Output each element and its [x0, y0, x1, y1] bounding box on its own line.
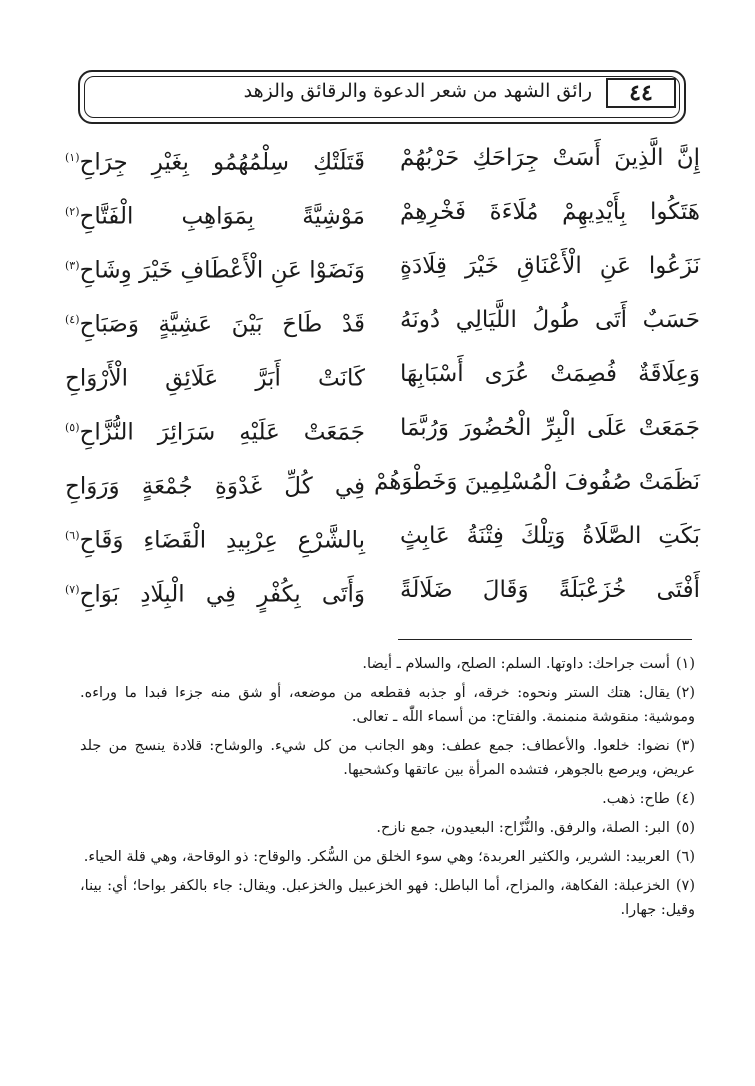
verse [60, 302, 700, 352]
footnote-text: نضوا: خلعوا. والأعطاف: جمع عطف: وهو الجانب من كل شيء. والوشاح: قلادة ينسج من جلد عريض، ويرصع بالجوهر، فتشده المرأة بين عاتقها وكشحيها. [80, 738, 695, 778]
footnote-marker: (٣) [65, 259, 80, 272]
footnote [80, 734, 695, 782]
verse-first-hemistich: وَعِلَاقَةٌ فُصِمَتْ عُرَى أَسْبَابِهَا [400, 361, 700, 387]
footnote [80, 845, 695, 869]
verse [60, 410, 700, 460]
footnote-marker: (٢) [65, 205, 80, 218]
verse-first-hemistich: جَمَعَتْ عَلَى الْبِرِّ الْحُضُورَ وَرُبَّمَا [400, 415, 700, 441]
page-number: ٤٤ [606, 78, 676, 108]
footnote [80, 681, 695, 729]
footnote-marker: (٦) [65, 529, 80, 542]
verse [60, 194, 700, 244]
verse-second-hemistich: وَأَتَى بِكُفْرٍ فِي الْبِلَادِ بَوَاحِ$^{(٧)}$ [65, 581, 365, 608]
poem [60, 140, 700, 608]
verse [60, 140, 700, 190]
running-header [78, 70, 686, 124]
footnote-text: البر: الصلة، والرفق. والنُّزّاح: البعيدون، جمع نازح. [376, 820, 670, 836]
footnote-number: (٢) [675, 685, 695, 701]
verse-second-hemistich: قَتَلَتْكِ سِلْمُهُمُو بِغَيْرِ جِرَاحِ$^{(١)}$ [65, 149, 365, 176]
footnote-number: (٧) [675, 878, 695, 894]
footnote-number: (٣) [675, 738, 695, 754]
footnotes [80, 652, 695, 927]
footnote-marker: (٤) [65, 313, 80, 326]
verse-first-hemistich: حَسَبٌ أَتَى طُولُ اللَّيَالِي دُونَهُ [400, 307, 700, 333]
verse-first-hemistich: نَزَعُوا عَنِ الْأَعْنَاقِ خَيْرَ قِلَادَةٍ [400, 253, 700, 279]
verse-second-hemistich: مَوْشِيَّةً بِمَوَاهِبِ الْفَتَّاحِ$^{(٢)}$ [65, 203, 365, 230]
footnote-marker: (٥) [65, 421, 80, 434]
verse-second-hemistich: فِي كُلِّ غَدْوَةِ جُمْعَةٍ وَرَوَاحِ [65, 473, 365, 500]
footnote-number: (١) [675, 656, 695, 672]
footnote-marker: (٧) [65, 583, 80, 596]
verse [60, 464, 700, 514]
footnote [80, 874, 695, 922]
footnote-separator [398, 639, 692, 640]
verse-first-hemistich: نَظَمَتْ صُفُوفَ الْمُسْلِمِينَ وَخَطْوَهُمْ [373, 469, 700, 495]
footnote-text: يقال: هتك الستر ونحوه: خرقه، أو جذبه فقطعه من موضعه، أو شق منه جزءا فبدا ما وراءه. وموشية: منقوشة منمنمة. والفتاح: من أسماء اللّٰه ـ تعالى. [80, 685, 695, 725]
footnote-number: (٤) [675, 791, 695, 807]
footnote-text: الخزعبلة: الفكاهة، والمزاح، أما الباطل: فهو الخزعبيل والخزعبل. ويقال: جاء بالكفر بواحا؛ أي: بينا، وقيل: جهارا. [80, 878, 695, 918]
verse-second-hemistich: كَانَتْ أَبَرَّ عَلَائِقِ الْأَرْوَاحِ [65, 365, 365, 392]
footnote-text: أست جراحك: داوتها. السلم: الصلح، والسلام ـ أيضا. [362, 656, 670, 672]
verse-first-hemistich: بَكَتِ الصَّلَاةُ وَتِلْكَ فِتْنَةُ عَابِثٍ [400, 523, 700, 549]
footnote-text: طاح: ذهب. [602, 791, 670, 807]
footnote-text: العربيد: الشرير، والكثير العربدة؛ وهي سوء الخلق من السُّكر. والوقاح: ذو الوقاحة، وهي قلة الحياء. [83, 849, 670, 865]
footnote-marker: (١) [65, 151, 80, 164]
verse-first-hemistich: هَتَكُوا بِأَيْدِيهِمْ مُلَاءَةَ فَخْرِهِمْ [400, 199, 700, 225]
verse-second-hemistich: جَمَعَتْ عَلَيْهِ سَرَائِرَ النُّزَّاحِ$^{(٥)}$ [65, 419, 365, 446]
verse [60, 356, 700, 406]
verse-second-hemistich: وَنَضَوْا عَنِ الْأَعْطَافِ خَيْرَ وِشَاحِ$^{(٣)}$ [65, 257, 365, 284]
footnote [80, 816, 695, 840]
verse [60, 518, 700, 568]
footnote [80, 652, 695, 676]
verse-first-hemistich: أَفْتَى خُزَعْبَلَةً وَقَالَ ضَلَالَةً [400, 577, 700, 603]
verse-second-hemistich: قَدْ طَاحَ بَيْنَ عَشِيَّةٍ وَصَبَاحِ$^{(٤)}$ [65, 311, 365, 338]
verse [60, 248, 700, 298]
footnote-number: (٦) [675, 849, 695, 865]
verse [60, 572, 700, 622]
footnote [80, 787, 695, 811]
verse-second-hemistich: بِالشَّرْعِ عِرْبِيدِ الْقَضَاءِ وَقَاحِ$^{(٦)}$ [65, 527, 365, 554]
footnote-number: (٥) [675, 820, 695, 836]
running-title: رائق الشهد من شعر الدعوة والرقائق والزهد [243, 80, 592, 102]
verse-first-hemistich: إِنَّ الَّذِينَ أَسَتْ جِرَاحَكِ حَرْبُهُمْ [400, 145, 700, 171]
